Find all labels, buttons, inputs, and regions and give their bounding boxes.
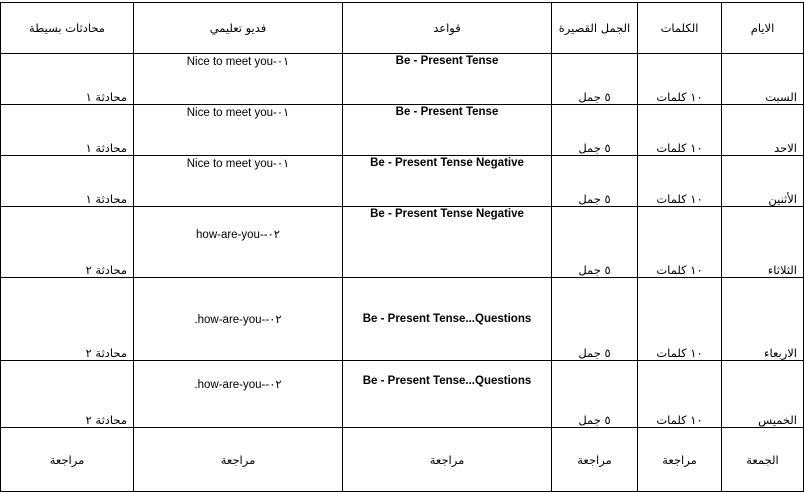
words-cell: ١٠ كلمات (638, 278, 722, 361)
grammar-cell: Be - Present Tense (343, 54, 552, 105)
conversation-cell: مراجعة (1, 428, 134, 492)
conversation-cell: محادثة ١ (1, 54, 134, 105)
sentences-cell: ٥ جمل (552, 278, 638, 361)
header-words: الكلمات (638, 3, 722, 54)
table-row (1, 428, 804, 492)
day-cell: الخميس (722, 361, 804, 428)
day-cell: الجمعة (722, 428, 804, 492)
video-cell: how-are-you--٠٢ (134, 207, 343, 278)
day-cell: الاربعاء (722, 278, 804, 361)
header-sentences: الجمل القصيرة (552, 3, 638, 54)
words-cell: ١٠ كلمات (638, 361, 722, 428)
table-row (1, 54, 804, 105)
grammar-cell: Be - Present Tense Negative (343, 156, 552, 207)
table-row (1, 105, 804, 156)
table-row (1, 156, 804, 207)
sentences-cell: ٥ جمل (552, 156, 638, 207)
header-day: الايام (722, 3, 804, 54)
day-cell: الثلاثاء (722, 207, 804, 278)
video-cell: Nice to meet you-٠١ (134, 156, 343, 207)
table-row (1, 361, 804, 428)
words-cell: ١٠ كلمات (638, 156, 722, 207)
header-row (1, 3, 804, 54)
day-cell: السبت (722, 54, 804, 105)
grammar-cell: Be - Present Tense Negative (343, 207, 552, 278)
conversation-cell: محادثة ١ (1, 156, 134, 207)
conversation-cell: محادثة ٢ (1, 278, 134, 361)
video-cell: Nice to meet you-٠١ (134, 105, 343, 156)
video-cell: Nice to meet you-٠١ (134, 54, 343, 105)
day-cell: الأثنين (722, 156, 804, 207)
video-cell: .how-are-you--٠٢ (134, 278, 343, 361)
header-video: فديو تعليمي (134, 3, 343, 54)
words-cell: مراجعة (638, 428, 722, 492)
conversation-cell: محادثة ٢ (1, 361, 134, 428)
grammar-cell: مراجعة (343, 428, 552, 492)
grammar-cell: Be - Present Tense (343, 105, 552, 156)
sentences-cell: ٥ جمل (552, 361, 638, 428)
sentences-cell: ٥ جمل (552, 207, 638, 278)
sentences-cell: ٥ جمل (552, 105, 638, 156)
grammar-cell: Be - Present Tense...Questions (343, 278, 552, 361)
sentences-cell: ٥ جمل (552, 54, 638, 105)
day-cell: الاحد (722, 105, 804, 156)
grammar-cell: Be - Present Tense...Questions (343, 361, 552, 428)
video-cell: .how-are-you--٠٢ (134, 361, 343, 428)
sentences-cell: مراجعة (552, 428, 638, 492)
header-grammar: قواعد (343, 3, 552, 54)
video-cell: مراجعة (134, 428, 343, 492)
words-cell: ١٠ كلمات (638, 105, 722, 156)
words-cell: ١٠ كلمات (638, 54, 722, 105)
header-conversation: محادثات بسيطة (1, 3, 134, 54)
conversation-cell: محادثة ١ (1, 105, 134, 156)
words-cell: ١٠ كلمات (638, 207, 722, 278)
table-row (1, 207, 804, 278)
weekly-study-schedule-table (0, 2, 804, 492)
table-row (1, 278, 804, 361)
conversation-cell: محادثة ٢ (1, 207, 134, 278)
